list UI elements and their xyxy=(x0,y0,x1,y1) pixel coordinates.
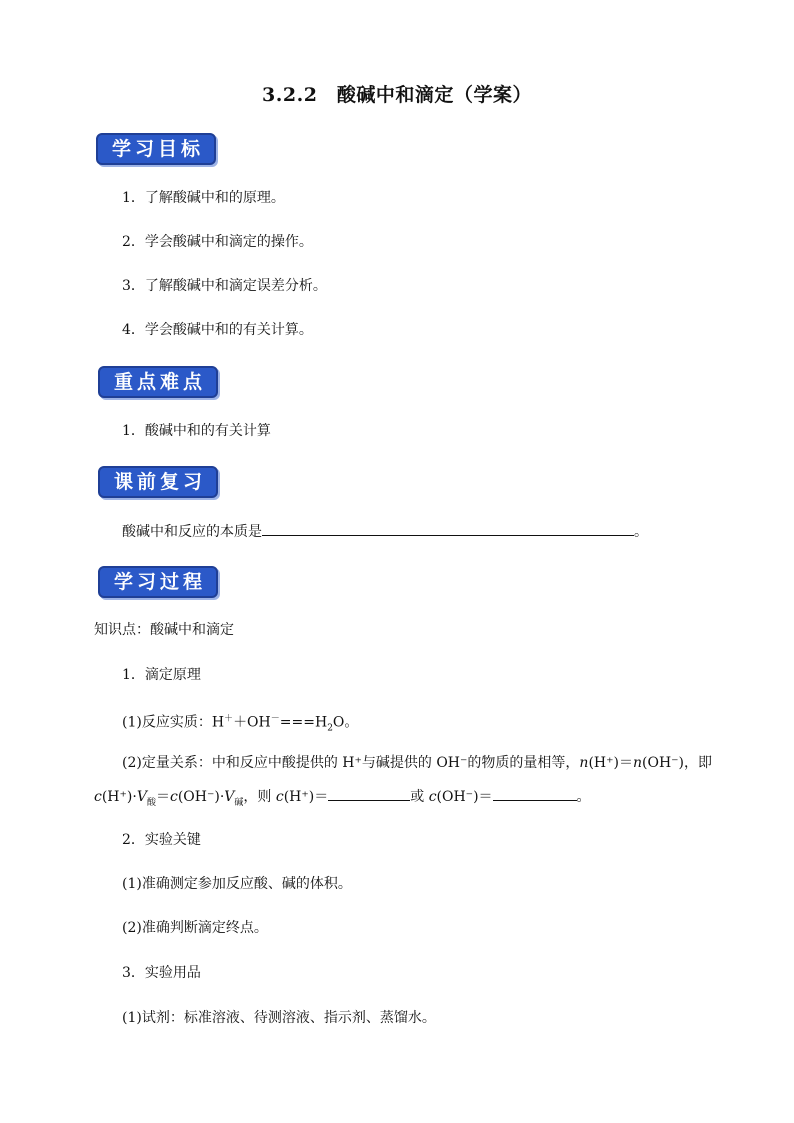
knowledge-point-heading: 知识点：酸碱中和滴定 xyxy=(94,622,234,638)
quantitative-relation: (2)定量关系：中和反应中酸提供的 H⁺与碱提供的 OH⁻的物质的量相等，n(H⁺)＝n(OH⁻)，即 xyxy=(122,755,712,771)
section-banner-objectives: 学习目标 xyxy=(96,133,216,165)
paragraph: (2)准确判断滴定终点。 xyxy=(122,920,268,936)
review-end: 。 xyxy=(634,524,648,540)
subheading: 1．滴定原理 xyxy=(122,667,201,683)
page-title: 3.2.2 酸碱中和滴定（学案） xyxy=(262,84,532,106)
objective-item: 2．学会酸碱中和滴定的操作。 xyxy=(122,234,313,250)
paragraph: (1)准确测定参加反应酸、碱的体积。 xyxy=(122,876,352,892)
subheading: 3．实验用品 xyxy=(122,965,201,981)
reaction-essence: (1)反应实质：$H^++OH^-===H_2O$。 xyxy=(122,714,359,734)
key-point-item: 1．酸碱中和的有关计算 xyxy=(122,423,271,439)
section-banner-review: 课前复习 xyxy=(98,466,218,498)
objective-item: 3．了解酸碱中和滴定误差分析。 xyxy=(122,278,327,294)
subheading: 2．实验关键 xyxy=(122,832,201,848)
review-text: 酸碱中和反应的本质是 xyxy=(122,524,262,540)
answer-blank[interactable] xyxy=(493,786,577,801)
section-banner-process: 学习过程 xyxy=(98,566,218,598)
quantitative-relation-cont: $c(H^+)\cdot V_酸=c(OH^-)\cdot V_碱$，则 c(H⁺)＝ 或 c(OH⁻)＝ 。 xyxy=(94,786,591,813)
section-banner-key-points: 重点难点 xyxy=(98,366,218,398)
objective-item: 4．学会酸碱中和的有关计算。 xyxy=(122,322,313,338)
answer-blank[interactable] xyxy=(262,521,634,536)
answer-blank[interactable] xyxy=(328,786,410,801)
review-question xyxy=(122,521,648,542)
objective-item: 1．了解酸碱中和的原理。 xyxy=(122,190,285,206)
paragraph: (1)试剂：标准溶液、待测溶液、指示剂、蒸馏水。 xyxy=(122,1010,436,1026)
